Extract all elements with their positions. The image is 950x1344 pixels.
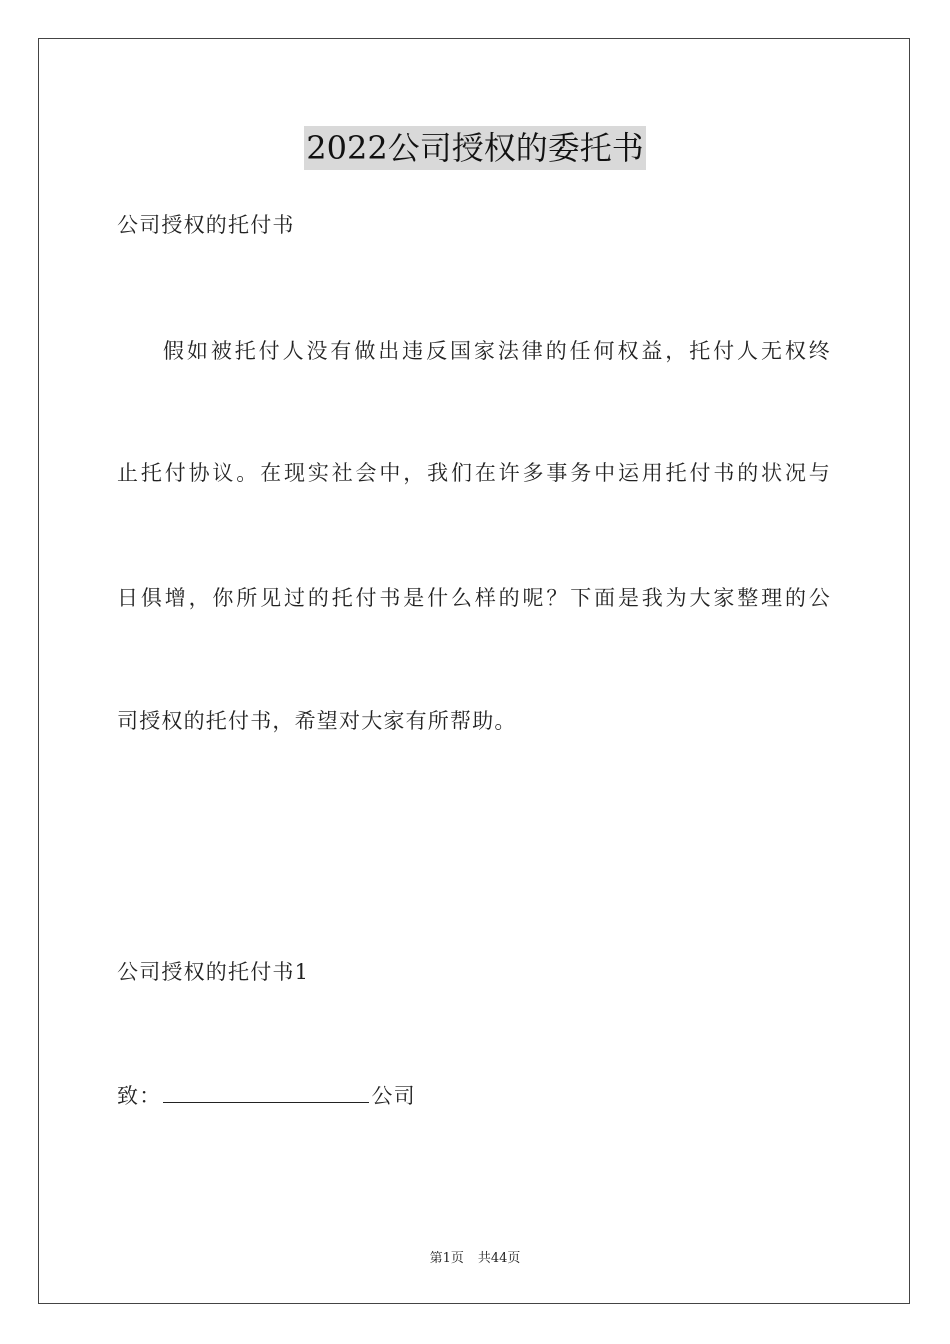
addressee-prefix: 致： bbox=[117, 1084, 162, 1108]
addressee-suffix: 公司 bbox=[371, 1084, 416, 1108]
addressee-blank bbox=[163, 1082, 369, 1103]
section-heading: 公司授权的托付书1 bbox=[117, 960, 310, 984]
paragraph-line-1: 假如被托付人没有做出违反国家法律的任何权益，托付人无权终 bbox=[163, 339, 831, 363]
paragraph-line-3: 日俱增，你所见过的托付书是什么样的呢？下面是我为大家整理的公 bbox=[117, 586, 831, 610]
page-number: 第1页 bbox=[429, 1251, 464, 1266]
document-title: 2022公司授权的委托书 bbox=[304, 126, 645, 170]
total-pages: 共44页 bbox=[477, 1251, 521, 1266]
title-container bbox=[0, 126, 950, 170]
subtitle: 公司授权的托付书 bbox=[117, 213, 295, 237]
paragraph-line-4: 司授权的托付书，希望对大家有所帮助。 bbox=[117, 709, 517, 733]
paragraph-line-2: 止托付协议。在现实社会中，我们在许多事务中运用托付书的状况与 bbox=[117, 461, 831, 485]
page-footer bbox=[0, 1247, 950, 1266]
addressee-line bbox=[117, 1081, 837, 1111]
